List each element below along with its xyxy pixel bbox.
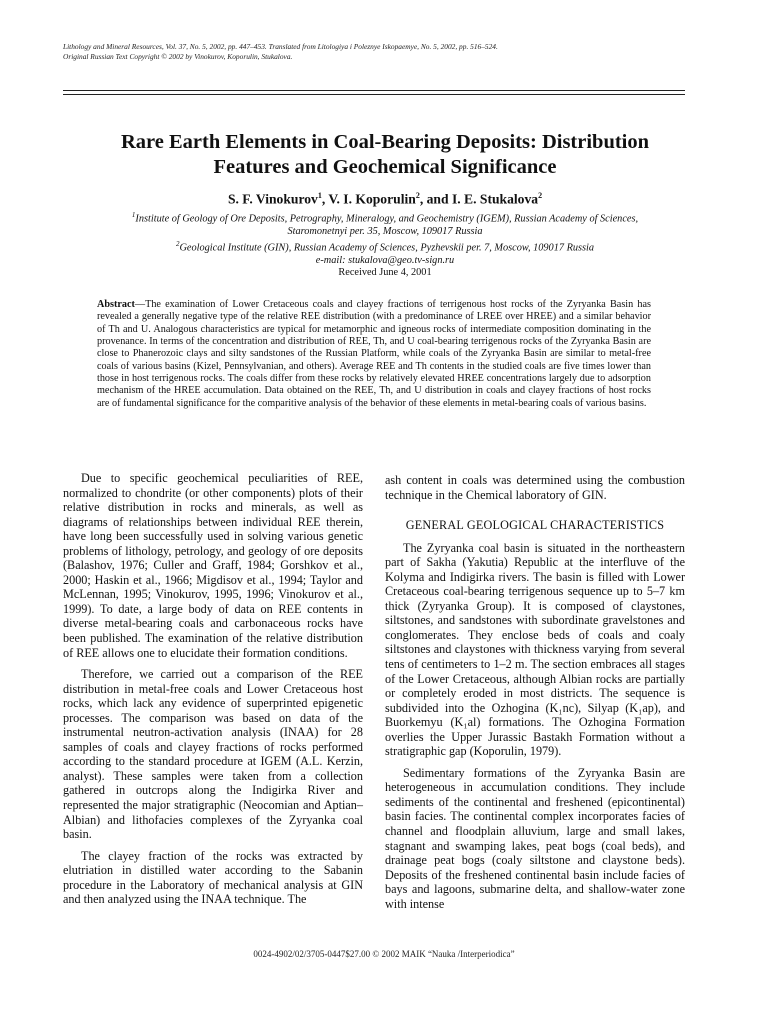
body-paragraph: The Zyryanka coal basin is situated in the northeastern part of Sakha (Yakutia) Republic at the interfluve of the Kolyma and Indigirka rivers. The basin is filled with Lower Cretaceous coal-bearing terrigenous sequence up to 5–7 km thick (Zyryanka Group). It is composed of claystones, siltstones, and sandstones with subordinate gravelstones and conglomerates. They enclose beds of coals and coaly siltstones and claystones with thickness varying from several tens of centimeters to 1–2 m. The section embraces all stages of the Lower Cretaceous, although Albian rocks are partially or completely eroded in most districts. The sequence is subdivided into the Ozhogina (K₁nc), Silyap (K₁ap), and Buorkemyu (K₁al) formations. The Ozhogina Formation overlies the Upper Jurassic Bastakh Formation without a stratigraphic gap (Koporulin, 1979). — [385, 540, 685, 759]
author-name: V. I. Koporulin — [328, 191, 416, 207]
affiliation-1 — [60, 209, 710, 226]
abstract-label: Abstract — [97, 299, 135, 310]
journal-citation: Lithology and Mineral Resources, Vol. 37, No. 5, 2002, pp. 447–453. Translated from Litologiya i Poleznye Iskopaemye, No. 5, 2002, pp. 516–524. — [63, 42, 498, 51]
right-column — [385, 473, 685, 918]
body-paragraph: ash content in coals was determined using the combustion technique in the Chemical laboratory of GIN. — [385, 473, 685, 502]
body-paragraph: Sedimentary formations of the Zyryanka Basin are heterogeneous in accumulation conditions. They include sediments of the continental and freshened (epicontinental) basin facies. The continental complex incorporates facies of channel and floodplain alluvium, large and small lakes, stagnant and swamping lakes, peat bogs (coal beds), and drainage peat bogs (coaly siltstone and claystone beds). Deposits of the freshened continental basin include facies of bays and lagoons, submarine delta, and shallow-water zone with intense — [385, 765, 685, 911]
author-name: I. E. Stukalova — [451, 191, 539, 207]
page-footer: 0024-4902/02/3705-0447$27.00 © 2002 MAIK “Nauka /Interperiodica” — [253, 949, 515, 959]
author-affiliation-mark: 2 — [538, 191, 543, 200]
author-separator: , — [321, 191, 329, 207]
affiliation-2-text: Geological Institute (GIN), Russian Academy of Sciences, Pyzhevskii per. 7, Moscow, 109017 Russia — [179, 242, 595, 254]
journal-header — [63, 42, 703, 62]
author-affiliation-mark: 1 — [317, 191, 322, 200]
copyright-note: Original Russian Text Copyright © 2002 by Vinokurov, Koporulin, Stukalova. — [63, 52, 293, 61]
body-paragraph: Due to specific geochemical peculiarities of REE, normalized to chondrite (or other components) plots of their relative distribution in rocks and minerals, as well as diagrams of relationships between individual REE therein, have long been successfully used in solving various genetic problems of lithology, petrology, and geology of ore deposits (Balashov, 1976; Culler and Graff, 1984; Gorshkov et al., 2000; Haskin et al., 1966; Migdisov et al., 1994; Taylor and McLennan, 1995; Vinokurov, 1995, 1996; Vinokurov et al., 1999). To date, a large body of data on REE contents in diverse metal-bearing coals and carbonaceous rocks have been published. The examination of the relative distribution of REE allows one to elucidate their formation conditions. — [63, 471, 363, 660]
author-list — [40, 187, 730, 209]
title-line-1: Rare Earth Elements in Coal-Bearing Deposits: Distribution — [120, 131, 650, 153]
affiliation-2 — [60, 238, 710, 255]
author-separator: , and — [419, 191, 452, 207]
affiliation-mark: 2 — [175, 240, 180, 249]
abstract — [97, 299, 651, 410]
body-paragraph: The clayey fraction of the rocks was extracted by elutriation in distilled water according to the Sabanin procedure in the Laboratory of mechanical analysis at GIN and then analyzed using the INAA technique. The — [63, 848, 363, 907]
article-title — [40, 130, 730, 180]
affiliation-mark: 1 — [131, 211, 136, 219]
title-line-2: Features and Geochemical Significance — [213, 156, 557, 178]
section-heading: GENERAL GEOLOGICAL CHARACTERISTICS — [405, 518, 665, 533]
affiliations — [60, 209, 710, 267]
header-rule-thick — [63, 90, 685, 91]
left-column — [63, 471, 363, 914]
body-paragraph: Therefore, we carried out a comparison of the REE distribution in metal-free coals and Lower Cretaceous host rocks, which lack any evidence of superprinted epigenetic processes. The comparison was based on data of the instrumental neutron-activation analysis (INAA) for 28 samples of coals and clayey fractions of rocks performed according to the standard procedure at IGEM (A.L. Kerzin, analyst). These samples were taken from a collection gathered in outcrops along the Indigirka River and represented the major stratigraphic (Neocomian and Aptian–Albian) and lithofacies complexes of the Zyryanka coal basin. — [63, 667, 363, 842]
contact-email: e-mail: stukalova@geo.tv-sign.ru — [315, 254, 455, 266]
header-rule-thin — [63, 94, 685, 95]
affiliation-1-address: Staromonetnyi per. 35, Moscow, 109017 Russia — [287, 225, 483, 237]
affiliation-1-text: Institute of Geology of Ore Deposits, Petrography, Mineralogy, and Geochemistry (IGEM), Russian Academy of Sciences, — [135, 213, 639, 225]
author-name: S. F. Vinokurov — [227, 191, 318, 207]
received-date: Received June 4, 2001 — [338, 267, 432, 278]
abstract-text: —The examination of Lower Cretaceous coals and clayey fractions of terrigenous host rocks of the Zyryanka Basin has revealed a generally negative type of the relative REE distribution (with a predominance of LREE over HREE) and a similar behavior of Th and U. Analogous characteristics are typical for metamorphic and igneous rocks of intermediate composition dominating in the provenance. In terms of the concentration and distribution of REE, Th, and U coal-bearing terrigenous rocks of the Zyryanka Basin are close to Phanerozoic clays and silty sandstones of the Russian Platform, while coals of the Zyryanka Basin are similar to metal-free coals of various basins (Kizel, Pennsylvanian, and others). Average REE and Th contents in the studied coals are five times lower than those in host terrigenous rocks. The coals differ from these rocks by relatively elevated HREE concentrations largely due to adsorption mechanism of the HREE accumulation. Data obtained on the REE, Th, and U distribution in coals and clayey fractions of host rocks are of fundamental significance for the comparitive analysis of the behavior of these elements in metal-bearing coals of various basins. — [97, 299, 651, 409]
author-affiliation-mark: 2 — [415, 191, 420, 200]
